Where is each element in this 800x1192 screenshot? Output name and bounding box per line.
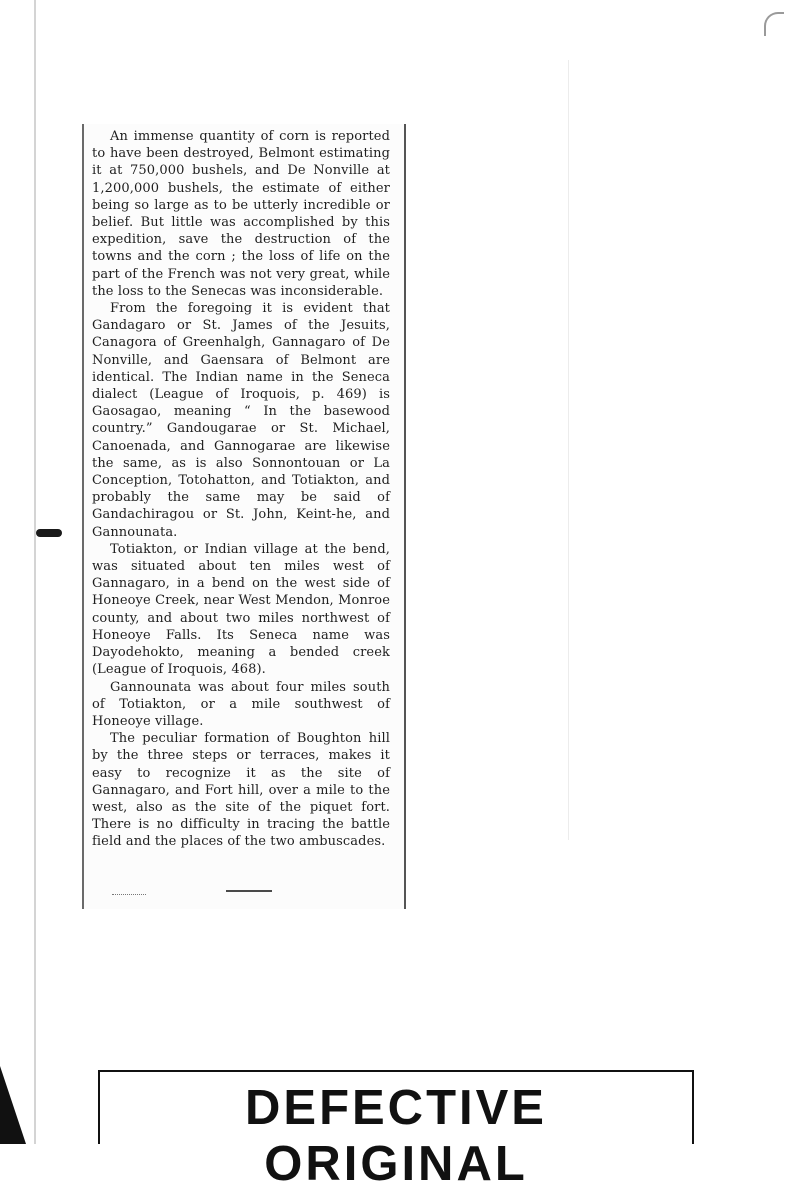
article-column [92,128,390,851]
article-paragraph: The peculiar formation of Boughton hill by the three steps or terraces, makes it easy to recognize it as the site of Gannagaro, and Fort hill, over a mile to the west, also as the site of the piquet fort. There is no difficulty in tracing the battle field and the places of the two ambuscades. [92,731,390,850]
corner-curl-mark [764,12,784,36]
end-rule [226,890,272,892]
article-paragraph: From the foregoing it is evident that Gandagaro or St. James of the Jesuits, Canagora of Greenhalgh, Gannagaro of De Nonville, and Gaensara of Belmont are identical. The Indian name in the Seneca dialect (League of Iroquois, p. 469) is Gaosagao, meaning “ In the basewood country.” Gandougarae or St. Michael, Canoenada, and Gannogarae are likewise the same, as is also Sonnontouan or La Conception, Totohatton, and Totiakton, and probably the same may be said of Gandachiragou or St. John, Keint-he, and Gannounata. [92,301,390,540]
defective-original-stamp [98,1070,694,1191]
page-corner-shadow [0,1066,26,1144]
end-dotted-rule [112,894,146,896]
stamp-label: DEFECTIVE ORIGINAL [245,1081,547,1191]
binding-clip-mark [36,529,62,537]
article-paragraph: Gannounata was about four miles south of Totiakton, or a mile southwest of Honeoye village. [92,679,390,729]
article-paragraph: An immense quantity of corn is reported to have been destroyed, Belmont estimating it at 750,000 bushels, and De Nonville at 1,200,000 bushels, the estimate of either being so large as to be utterly incredible or belief. But little was accomplished by this expedition, save the destruction of the towns and the corn ; the loss of life on the part of the French was not very great, while the loss to the Senecas was inconsiderable. [92,129,390,299]
page-left-rule [34,0,36,1144]
article-paragraph: Totiakton, or Indian village at the bend, was situated about ten miles west of Gannagaro, in a bend on the west side of Honeoye Creek, near West Mendon, Monroe county, and about two miles northwest of Honeoye Falls. Its Seneca name was Dayodehokto, meaning a bended creek (League of Iroquois, 468). [92,541,390,678]
page-fold-line [568,60,569,840]
